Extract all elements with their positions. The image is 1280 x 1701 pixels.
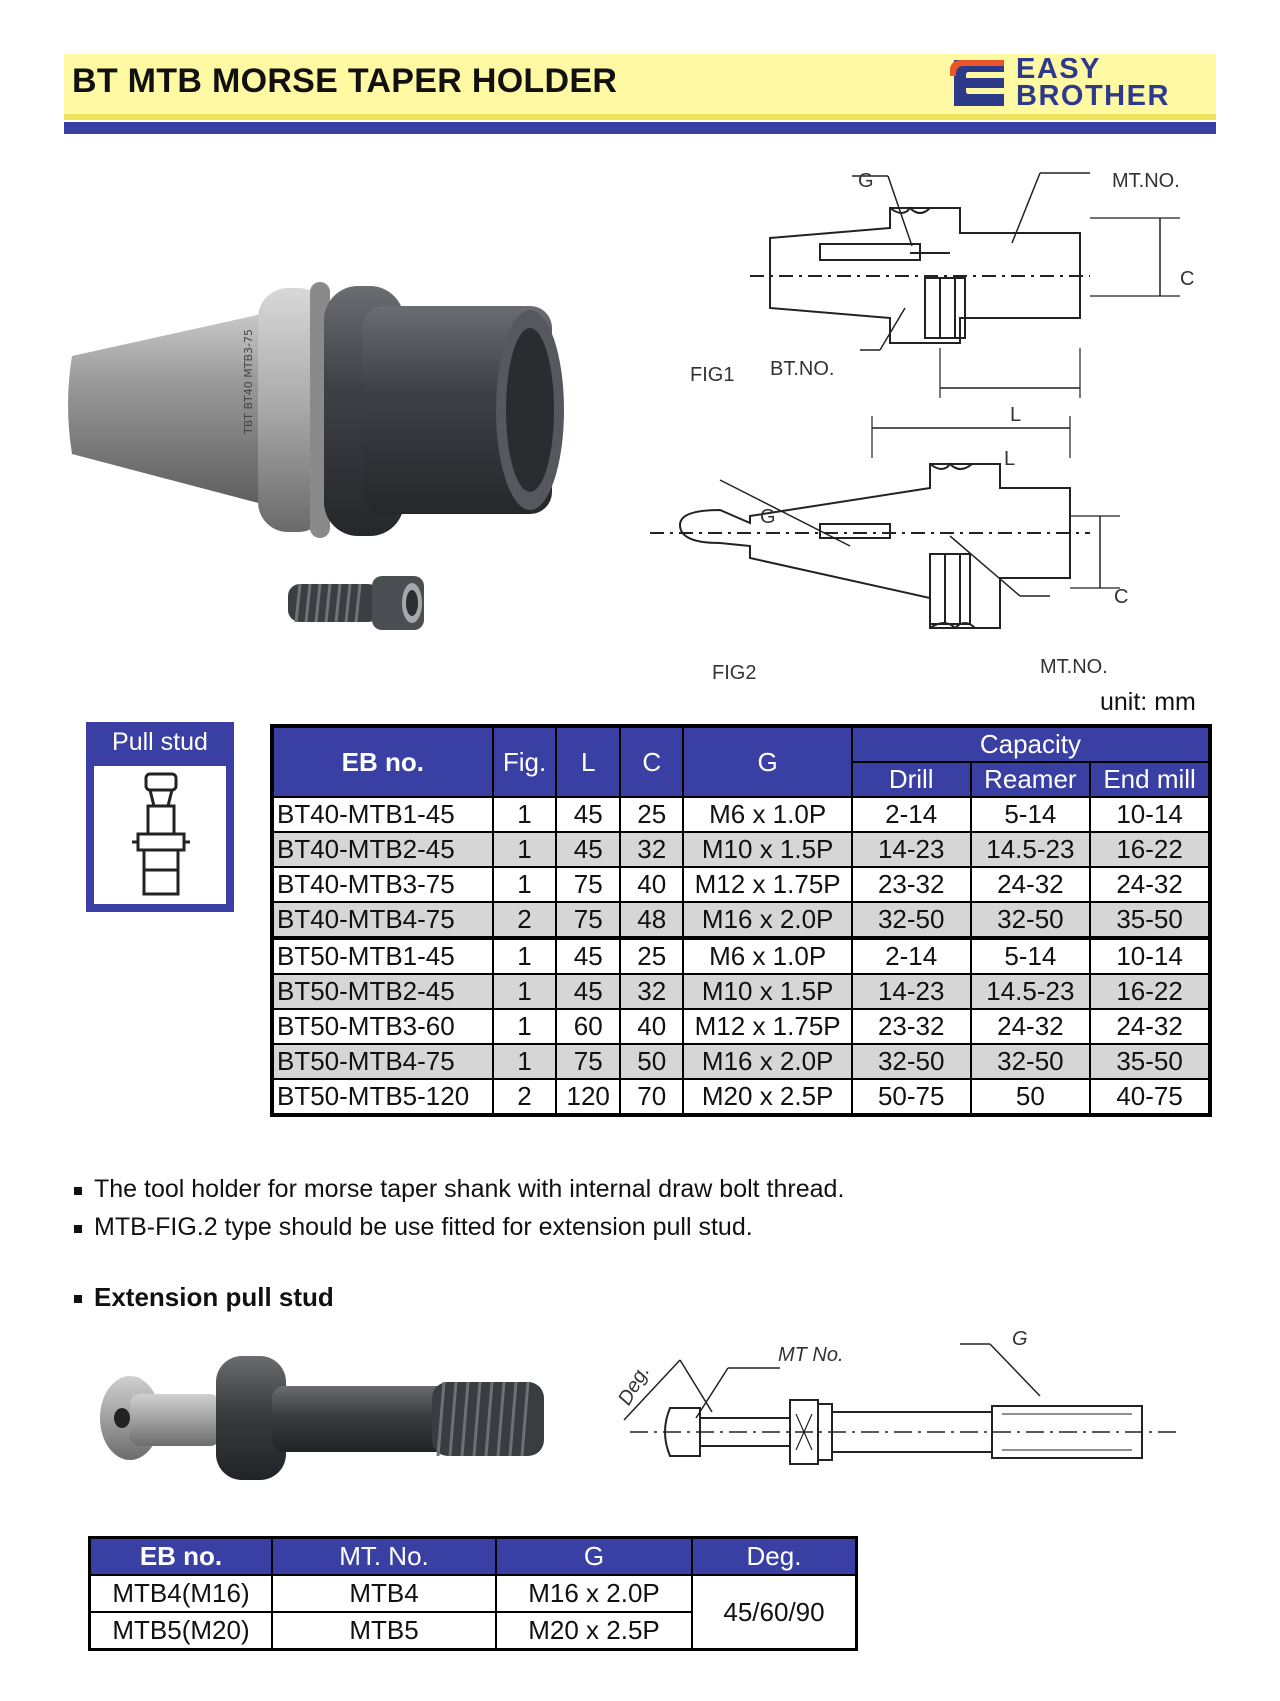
- cell-reamer: 5-14: [971, 938, 1091, 974]
- cell-c: 50: [620, 1044, 683, 1079]
- cell-end-mill: 24-32: [1090, 1009, 1210, 1044]
- col-c: C: [620, 726, 683, 797]
- ext-deg-label: Deg.: [614, 1361, 655, 1409]
- cell-reamer: 24-32: [971, 867, 1091, 902]
- extension-stud-table: [88, 1536, 858, 1651]
- pull-stud-title: Pull stud: [112, 728, 208, 756]
- cell-c: 25: [620, 938, 683, 974]
- note-item: The tool holder for morse taper shank with internal draw bolt thread.: [72, 1170, 844, 1208]
- cell-g: M16 x 2.0P: [496, 1575, 692, 1612]
- cell-fig: 1: [493, 832, 557, 867]
- cell-c: 40: [620, 1009, 683, 1044]
- cell-end-mill: 35-50: [1090, 1044, 1210, 1079]
- col-fig: Fig.: [493, 726, 557, 797]
- cell-g: M10 x 1.5P: [683, 832, 851, 867]
- cell-l: 120: [556, 1079, 620, 1115]
- fig2-l-label: L: [1004, 448, 1016, 470]
- fig2-mtno-label: MT.NO.: [1040, 656, 1108, 678]
- cell-c: 25: [620, 797, 683, 832]
- cell-end-mill: 16-22: [1090, 974, 1210, 1009]
- pull-stud-diagram: [94, 766, 226, 904]
- cell-g: M16 x 2.0P: [683, 902, 851, 938]
- col-g: G: [496, 1538, 692, 1576]
- cell-eb: MTB4(M16): [90, 1575, 273, 1612]
- cell-reamer: 50: [971, 1079, 1091, 1115]
- draw-bolt-photo: [286, 572, 436, 634]
- fig2-g-label: G: [760, 506, 776, 528]
- cell-end-mill: 35-50: [1090, 902, 1210, 938]
- cell-eb: BT40-MTB1-45: [272, 797, 493, 832]
- page-title: BT MTB MORSE TAPER HOLDER: [72, 62, 618, 100]
- cell-l: 45: [556, 974, 620, 1009]
- cell-drill: 14-23: [852, 974, 971, 1009]
- fig1-c-label: C: [1180, 268, 1195, 290]
- cell-drill: 2-14: [852, 797, 971, 832]
- col-g: G: [683, 726, 851, 797]
- fig1-mtno-label: MT.NO.: [1112, 170, 1180, 192]
- brand-logo: [948, 53, 1208, 112]
- cell-reamer: 14.5-23: [971, 832, 1091, 867]
- cell-drill: 32-50: [852, 1044, 971, 1079]
- cell-g: M12 x 1.75P: [683, 1009, 851, 1044]
- notes-list: [72, 1170, 844, 1246]
- fig2-label: FIG2: [712, 662, 757, 684]
- cell-deg: 45/60/90: [692, 1575, 857, 1650]
- cell-end-mill: 16-22: [1090, 832, 1210, 867]
- cell-drill: 32-50: [852, 902, 971, 938]
- cell-l: 60: [556, 1009, 620, 1044]
- cell-l: 45: [556, 938, 620, 974]
- cell-eb: MTB5(M20): [90, 1612, 273, 1650]
- table-row: [272, 974, 1210, 1009]
- fig2-c-label: C: [1114, 586, 1129, 608]
- extension-stud-photo: [92, 1350, 562, 1490]
- cell-reamer: 5-14: [971, 797, 1091, 832]
- cell-g: M10 x 1.5P: [683, 974, 851, 1009]
- cell-drill: 23-32: [852, 867, 971, 902]
- extension-section-title: Extension pull stud: [72, 1282, 334, 1313]
- header-accent-bar: [64, 114, 1216, 120]
- col-capacity: Capacity: [852, 726, 1210, 762]
- table-row: [90, 1575, 857, 1612]
- cell-end-mill: 10-14: [1090, 938, 1210, 974]
- cell-g: M20 x 2.5P: [496, 1612, 692, 1650]
- cell-reamer: 32-50: [971, 1044, 1091, 1079]
- cell-fig: 1: [493, 797, 557, 832]
- ext-g-label: G: [1012, 1328, 1028, 1350]
- technical-drawing: [620, 158, 1210, 698]
- cell-l: 45: [556, 832, 620, 867]
- cell-reamer: 32-50: [971, 902, 1091, 938]
- cell-l: 75: [556, 1044, 620, 1079]
- table-row: [272, 1079, 1210, 1115]
- col-l: L: [556, 726, 620, 797]
- cell-fig: 1: [493, 938, 557, 974]
- cell-eb: BT50-MTB1-45: [272, 938, 493, 974]
- cell-fig: 1: [493, 1044, 557, 1079]
- table-row: [272, 1044, 1210, 1079]
- logo-line-2: BROTHER: [1016, 80, 1170, 112]
- cell-reamer: 24-32: [971, 1009, 1091, 1044]
- cell-eb: BT50-MTB4-75: [272, 1044, 493, 1079]
- cell-mt: MTB4: [272, 1575, 496, 1612]
- cell-fig: 1: [493, 867, 557, 902]
- cell-g: M12 x 1.75P: [683, 867, 851, 902]
- cell-g: M6 x 1.0P: [683, 797, 851, 832]
- cell-mt: MTB5: [272, 1612, 496, 1650]
- cell-g: M20 x 2.5P: [683, 1079, 851, 1115]
- cell-end-mill: 40-75: [1090, 1079, 1210, 1115]
- cell-l: 75: [556, 902, 620, 938]
- fig1-btno-label: BT.NO.: [770, 358, 835, 380]
- col-eb-no: EB no.: [90, 1538, 273, 1576]
- cell-c: 32: [620, 974, 683, 1009]
- logo-mark-icon: [948, 56, 1008, 110]
- cell-eb: BT50-MTB2-45: [272, 974, 493, 1009]
- cell-l: 45: [556, 797, 620, 832]
- cell-c: 48: [620, 902, 683, 938]
- pull-stud-box: [86, 722, 234, 912]
- svg-text:TBT BT40 MTB3-75: TBT BT40 MTB3-75: [242, 329, 255, 434]
- cell-fig: 2: [493, 902, 557, 938]
- table-row: [272, 938, 1210, 974]
- cell-eb: BT40-MTB2-45: [272, 832, 493, 867]
- col-deg: Deg.: [692, 1538, 857, 1576]
- cell-g: M6 x 1.0P: [683, 938, 851, 974]
- extension-stud-drawing: [600, 1330, 1180, 1500]
- cell-c: 32: [620, 832, 683, 867]
- cell-end-mill: 10-14: [1090, 797, 1210, 832]
- cell-drill: 50-75: [852, 1079, 971, 1115]
- table-row: [272, 902, 1210, 938]
- cell-end-mill: 24-32: [1090, 867, 1210, 902]
- table-row: [272, 832, 1210, 867]
- cell-drill: 2-14: [852, 938, 971, 974]
- unit-note: unit: mm: [1100, 688, 1196, 716]
- table-row: [272, 797, 1210, 832]
- cell-drill: 23-32: [852, 1009, 971, 1044]
- cell-fig: 2: [493, 1079, 557, 1115]
- cell-eb: BT50-MTB5-120: [272, 1079, 493, 1115]
- cell-c: 70: [620, 1079, 683, 1115]
- note-item: MTB-FIG.2 type should be use fitted for extension pull stud.: [72, 1208, 844, 1246]
- col-eb-no: EB no.: [272, 726, 493, 797]
- table-row: [272, 1009, 1210, 1044]
- fig1-label: FIG1: [690, 364, 735, 386]
- cell-eb: BT40-MTB3-75: [272, 867, 493, 902]
- spec-table: [270, 724, 1212, 1117]
- cell-c: 40: [620, 867, 683, 902]
- cell-eb: BT40-MTB4-75: [272, 902, 493, 938]
- cell-l: 75: [556, 867, 620, 902]
- col-reamer: Reamer: [971, 762, 1091, 797]
- cell-drill: 14-23: [852, 832, 971, 867]
- col-end-mill: End mill: [1090, 762, 1210, 797]
- ext-mtno-label: MT No.: [778, 1344, 844, 1366]
- cell-eb: BT50-MTB3-60: [272, 1009, 493, 1044]
- col-drill: Drill: [852, 762, 971, 797]
- header-rule: [64, 122, 1216, 134]
- cell-reamer: 14.5-23: [971, 974, 1091, 1009]
- logo-line-1: EASY: [1016, 53, 1101, 85]
- cell-fig: 1: [493, 1009, 557, 1044]
- fig1-g-label: G: [858, 170, 874, 192]
- cell-fig: 1: [493, 974, 557, 1009]
- col-mt-no: MT. No.: [272, 1538, 496, 1576]
- cell-g: M16 x 2.0P: [683, 1044, 851, 1079]
- table-row: [272, 867, 1210, 902]
- fig1-l-label: L: [1010, 404, 1022, 426]
